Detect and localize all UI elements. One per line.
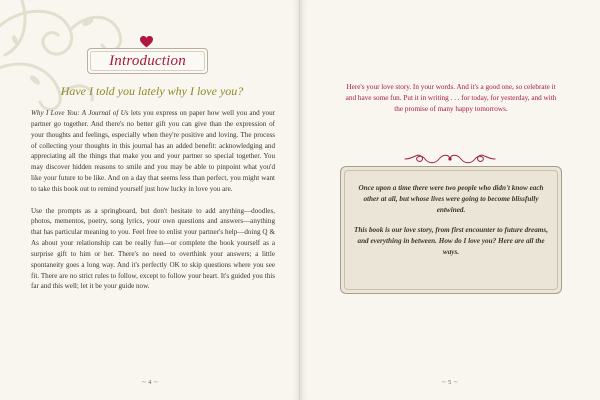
book-title-inline: Why I Love You: A Journal of Us <box>31 109 129 117</box>
right-intro-text: Here's your love story. In your words. And it's a good one, so celebrate it and have some fun. Put it in writing . . . for today, for yesterday, and with the promise of many happy tomorrows. <box>345 83 557 113</box>
left-body-text <box>31 108 275 303</box>
introduction-badge <box>87 48 208 74</box>
story-text <box>353 183 549 266</box>
subheading: Have I told you lately why I love you? <box>60 84 244 98</box>
story-paragraph-1: Once upon a time there were two people who didn't know each other at all, but whose lives were going to become blissfully entwined. <box>358 184 544 215</box>
page-number-right: ~ 5 ~ <box>441 379 459 386</box>
story-paragraph-2: This book is our love story, from first encounter to future dreams, and everything in between. How do I love you? Here are all the ways. <box>353 225 548 257</box>
story-box <box>340 166 562 294</box>
paragraph-2: Use the prompts as a springboard, but don't hesitate to add anything—doodles, photos, mementos, poetry, song lyrics, your own questions and answers—anything that has particular meaning to you. Feel free to enlist your partner's help—doing Q & As about your relationship can be really fun—or complete the book yourself as a surprise gift to him or her. There's no need to overthink your answers; a little spontaneity goes a long way. And it's perfectly OK to skip questions where you see fit. There are no strict rules to follow, except to follow your heart. It's guided you this far and this well; let it be your guide now. <box>31 206 275 291</box>
paragraph-1-rest: lets you express on paper how well you and your partner go together. And there's no better gift you can give than the expression of your thoughts and feelings, especially when they're positive and loving. The process of collecting your thoughts in this journal has an added benefit: acknowledging and appreciating all the things that make you and your partner so special together. You may discover hidden reasons to smile and you may be able to pinpoint what you'd like your future to be like. And on a day that seems less than perfect, you might want to take this book out to remind yourself just how lucky in love you are. <box>31 109 275 193</box>
page-number-left: ~ 4 ~ <box>141 379 159 386</box>
right-page <box>300 0 600 400</box>
heart-icon <box>140 36 153 48</box>
introduction-title: Introduction <box>109 52 186 69</box>
paragraph-1 <box>31 108 275 195</box>
